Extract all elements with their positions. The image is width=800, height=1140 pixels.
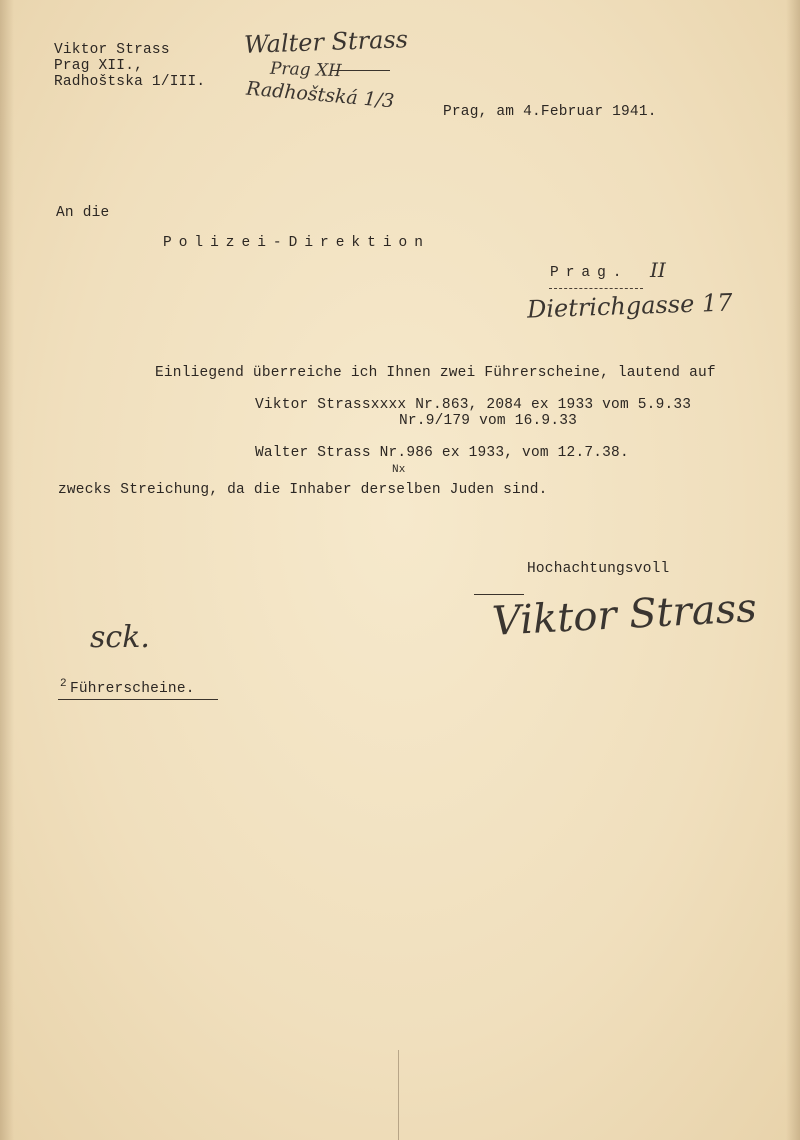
overstrike-mark: Nx bbox=[392, 464, 406, 476]
recipient-city-underline bbox=[549, 288, 643, 289]
recipient-city: Prag. bbox=[550, 265, 629, 281]
handwritten-city-underline bbox=[332, 70, 390, 71]
authority: Polizei-Direktion bbox=[163, 235, 430, 251]
body-walter-line: Walter Strass Nr.986 ex 1933, vom 12.7.38. bbox=[255, 445, 629, 461]
enclosure-label: Führerscheine. bbox=[70, 681, 195, 697]
handwritten-city: Prag XII bbox=[269, 58, 342, 82]
body-viktor-line-1: Viktor Strassxxxx Nr.863, 2084 ex 1933 vom 5.9.33 bbox=[255, 397, 692, 413]
hand-note: sck. bbox=[90, 620, 150, 655]
handwritten-name: Walter Strass bbox=[243, 25, 409, 59]
paper-edge-right bbox=[786, 0, 800, 1140]
signature: Viktor Strass bbox=[490, 585, 758, 645]
enclosure-underline bbox=[58, 699, 218, 700]
enclosure-number: 2 bbox=[60, 678, 67, 690]
signature-stroke bbox=[474, 594, 524, 595]
sender-city: Prag XII., bbox=[54, 58, 144, 74]
recipient-district-hand: II bbox=[650, 258, 666, 282]
sender-name: Viktor Strass bbox=[54, 42, 170, 58]
body-viktor-line-2: Nr.9/179 vom 16.9.33 bbox=[399, 413, 578, 429]
closing-greeting: Hochachtungsvoll bbox=[527, 561, 670, 577]
date-line: Prag, am 4.Februar 1941. bbox=[443, 104, 657, 120]
paper-edge-left bbox=[0, 0, 14, 1140]
handwritten-street: Radhoštská 1/3 bbox=[245, 77, 396, 113]
sender-street: Radhoštska 1/III. bbox=[54, 74, 206, 90]
body-intro: Einliegend überreiche ich Ihnen zwei Führerscheine, lautend auf bbox=[155, 365, 716, 381]
body-purpose: zwecks Streichung, da die Inhaber derselben Juden sind. bbox=[58, 482, 548, 498]
salutation: An die bbox=[56, 205, 110, 221]
paper-crease bbox=[398, 1050, 399, 1140]
recipient-street-hand: Dietrichgasse 17 bbox=[526, 288, 733, 324]
